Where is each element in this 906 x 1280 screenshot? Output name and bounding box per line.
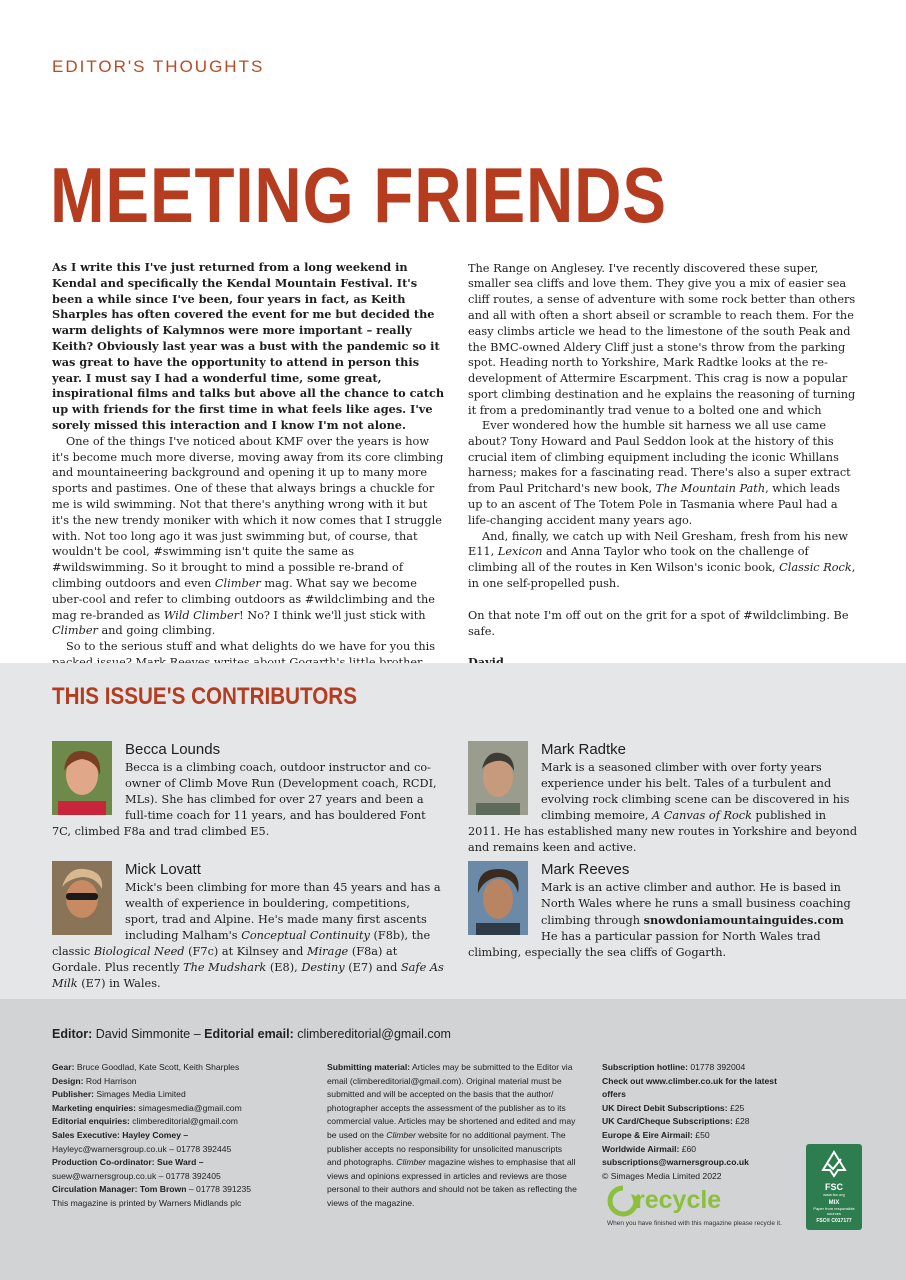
- paragraph-3-continued: The Range on Anglesey. I've recently discovered these super, smaller sea cliffs and love them. They give you a mix of easier sea cliff routes, a sense of adventure with some rock better than others and all with often a short abseil or scramble to reach them. For the easy climbs article we head to the limestone of the south Peak and the BMC-owned Aldery Cliff just a stone's throw from the parking spot. Heading north to Yorkshire, Mark Radtke looks at the re-development of Attermire Escarpment. This crag is now a popular sport climbing destination and he explains the reasoning of turning it from a predominantly trad venue to a bolted one and which: [468, 261, 856, 417]
- svg-text:recycle: recycle: [635, 1186, 722, 1214]
- contributor-bio: Becca is a climbing coach, outdoor instructor and co-owner of Climb Move Run (Development coach, RCDI, MLs). She has climbed for over 27 years and been a full-time coach for 11 years, and has bouldered Font 7C, climbed F8a and trad climbed E5.: [52, 761, 437, 838]
- subscription-column: [602, 1061, 802, 1183]
- tree-check-icon: [819, 1150, 849, 1178]
- contributor-reeves: [468, 861, 860, 961]
- page-title: MEETING FRIENDS: [50, 151, 667, 239]
- paragraph-2: One of the things I've noticed about KMF over the years is how it's become much more diverse, moving away from its core climbing and mountaineering background and opening it up to many more sports and pastimes. One of these that always brings a chuckle for me is wild swimming. Not that there's anything wrong with it but it's the new trendy moniker with which it now comes that I struggle with. Not too long ago it was just swimming but, of course, that wouldn't be cool, #swimming isn't quite the same as #wildswimming. So it brought to mind a possible re-brand of climbing outdoors and even Climber mag. What say we become uber-cool and refer to climbing outdoors as #wildclimbing and the mag re-branded as Wild Climber! No? I think we'll just stick with Climber and going climbing.: [52, 434, 444, 638]
- closing-line: On that note I'm off out on the grit for a spot of #wildclimbing. Be safe.: [468, 608, 849, 638]
- submission-notes: Submitting material: Articles may be submitted to the Editor via email (climbereditorial@gmail.com). Original material must be submitted and will be accepted on the basis that the author/ photographer accepts the assessment of the publisher as to its commercial value. Articles may be shortened and edited and may be used on the Climber website for no additional payment. The publisher accepts no responsibility for unsolicited manuscripts and photographs. Climber magazine wishes to emphasise that all views and opinions expressed in articles and reviews are those personal to their authors and should not be taken as reflecting the views of the magazine.: [327, 1062, 577, 1208]
- credit-line: UK Direct Debit Subscriptions: £25: [602, 1102, 745, 1113]
- contributor-photo: [468, 741, 528, 815]
- credit-line: © Simages Media Limited 2022: [602, 1170, 722, 1181]
- section-label: EDITOR'S THOUGHTS: [52, 57, 265, 76]
- credit-line: Gear: Bruce Goodlad, Kate Scott, Keith Sharples: [52, 1062, 240, 1072]
- credit-line: Sales Executive: Hayley Comey –: [52, 1129, 189, 1140]
- credits-column: [52, 1061, 307, 1211]
- credit-line: Check out www.climber.co.uk for the latest offers: [602, 1075, 777, 1100]
- contributor-photo: [52, 861, 112, 935]
- contributor-photo: [52, 741, 112, 815]
- editor-line: Editor: David Simmonite – Editorial email: climbereditorial@gmail.com: [52, 1027, 451, 1041]
- contributors-section: [0, 663, 906, 999]
- contributors-title: THIS ISSUE'S CONTRIBUTORS: [52, 683, 357, 710]
- credit-line: Publisher: Simages Media Limited: [52, 1089, 186, 1100]
- paragraph-5: And, finally, we catch up with Neil Gresham, fresh from his new E11, Lexicon and Anna Taylor who took on the challenge of climbing all of the routes in Ken Wilson's iconic book, Classic Rock, in one self-propelled push.: [468, 529, 856, 590]
- paragraph-4: Ever wondered how the humble sit harness we all use came about? Tony Howard and Paul Seddon look at the history of this crucial item of climbing equipment including the iconic Whillans harness; makes for a fascinating read. There's also a super extract from Paul Pritchard's new book, The Mountain Path, which leads up to an ascent of The Totem Pole in Tasmania where Paul had a life-changing accident many years ago.: [468, 419, 851, 527]
- credit-line: Design: Rod Harrison: [52, 1075, 137, 1086]
- contributor-bio: Mick's been climbing for more than 45 years and has a wealth of experience in bouldering, competitions, sport, trad and Alpine. He's made many first ascents including Malham's Conceptual Continuity (F8b), the classic Biological Need (F7c) at Kilnsey and Mirage (F8a) at Gordale. Plus recently The Mudshark (E8), Destiny (E7) and Safe As Milk (E7) in Wales.: [52, 881, 444, 990]
- fsc-badge: FSC www.fsc.org MIX Paper from responsible sources FSC® C017177: [806, 1144, 862, 1230]
- credit-line: subscriptions@warnersgroup.co.uk: [602, 1157, 749, 1168]
- contributor-bio: Mark is a seasoned climber with over forty years experience under his belt. Tales of a turbulent and evolving rock climbing scene can be discovered in his climbing memoire, A Canvas of Rock published in 2011. He has established many new routes in Yorkshire and beyond and remains keen and active.: [468, 761, 858, 854]
- credit-line: This magazine is printed by Warners Midlands plc: [52, 1197, 242, 1208]
- article-column-left: [52, 260, 445, 670]
- contributor-becca: [52, 741, 442, 840]
- credit-line: suew@warnersgroup.co.uk – 01778 392405: [52, 1170, 221, 1181]
- paragraph-3: So to the serious stuff and what delights do we have for you this: [66, 640, 436, 654]
- recycle-note: When you have finished with this magazine please recycle it.: [607, 1220, 782, 1227]
- contributor-photo: [468, 861, 528, 935]
- contributor-name: Mick Lovatt: [125, 861, 201, 878]
- credit-line: Hayleyc@warnersgroup.co.uk – 01778 392445: [52, 1143, 232, 1154]
- credit-line: Editorial enquiries: climbereditorial@gmail.com: [52, 1116, 238, 1127]
- contributor-name: Becca Lounds: [125, 741, 221, 758]
- credit-line: Europe & Eire Airmail: £50: [602, 1129, 710, 1140]
- credit-line: Marketing enquiries: simagesmedia@gmail.com: [52, 1102, 242, 1113]
- contributor-bio: Mark is an active climber and author. He is based in North Wales where he runs a small business coaching climbing through snowdoniamountainguides.com He has a particular passion for North Wales trad climbing, especially the sea cliffs of Gogarth.: [468, 881, 851, 959]
- contributor-radtke: [468, 741, 860, 856]
- contributor-name: Mark Reeves: [541, 861, 630, 878]
- contributor-lovatt: [52, 861, 445, 992]
- credit-line: Circulation Manager: Tom Brown – 01778 391235: [52, 1184, 252, 1195]
- credit-line: Production Co-ordinator: Sue Ward –: [52, 1157, 204, 1168]
- contributor-name: Mark Radtke: [541, 741, 627, 758]
- credit-line: Worldwide Airmail: £60: [602, 1143, 697, 1154]
- credit-line: UK Card/Cheque Subscriptions: £28: [602, 1116, 750, 1127]
- credit-line: Subscription hotline: 01778 392004: [602, 1062, 746, 1072]
- lead-paragraph: As I write this I've just returned from a long weekend in Kendal and specifically the Kendal Mountain Festival. It's been a while since I've been, four years in fact, as Keith Sharples has often covered the event for me but decided the warm delights of Kalymnos were more important – really Keith? Obviously last year was a bust with the pandemic so it was great to have the opportunity to attend in person this year. I must say I had a wonderful time, some great, inspirational films and talks but above all the chance to catch up with friends for the first time in what feels like ages. I've sorely missed this interaction and I know I'm not alone.: [52, 260, 445, 432]
- article-column-right: [468, 260, 858, 671]
- masthead-footer: [0, 999, 906, 1280]
